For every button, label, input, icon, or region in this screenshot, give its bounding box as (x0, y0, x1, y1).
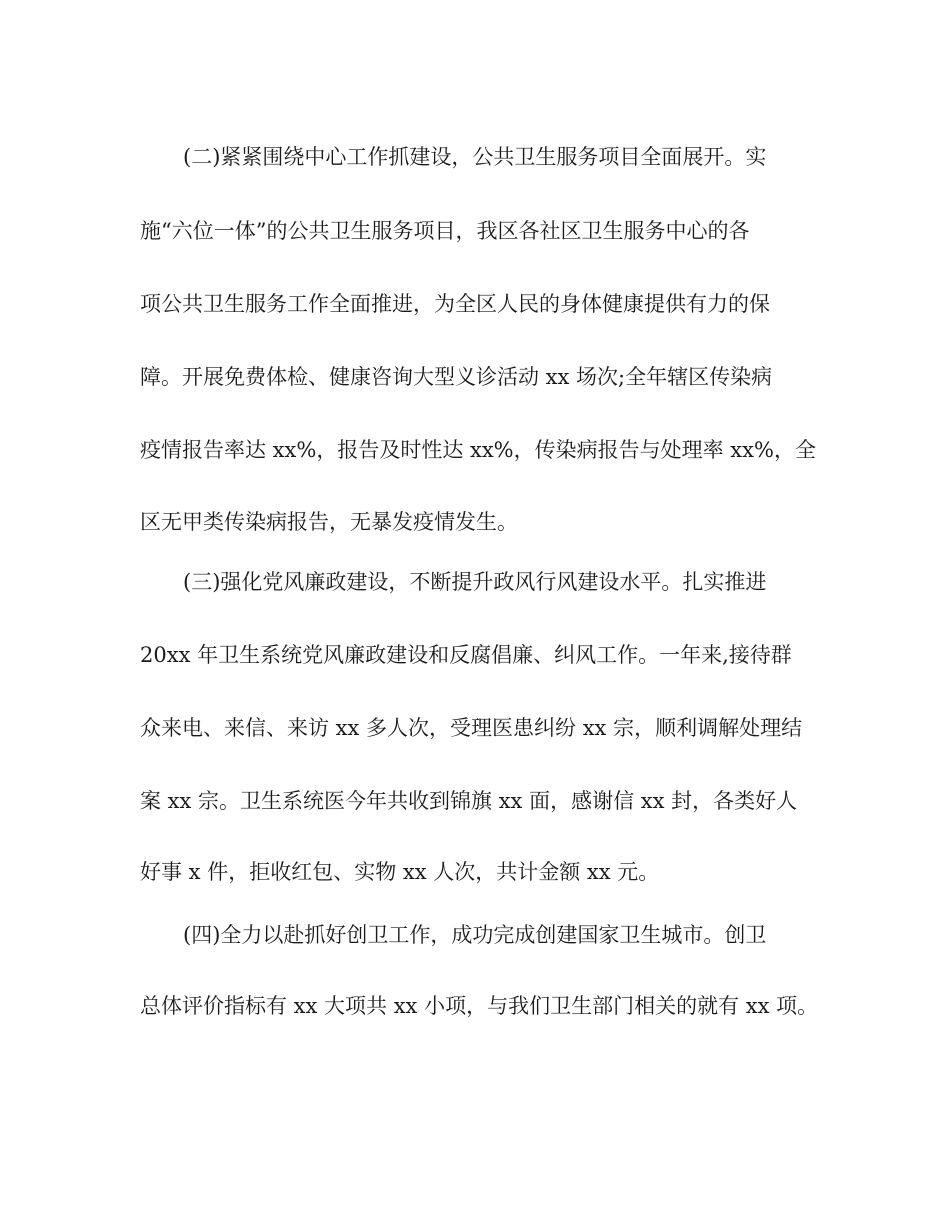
paragraph-2-line-4: 案 xx 宗。卫生系统医今年共收到锦旗 xx 面，感谢信 xx 封，各类好人 (140, 789, 798, 813)
paragraph-1-line-3: 项公共卫生服务工作全面推进，为全区人民的身体健康提供有力的保 (140, 292, 770, 316)
paragraph-2-line-3: 众来电、来信、来访 xx 多人次，受理医患纠纷 xx 宗，顺利调解处理结 (140, 716, 803, 740)
paragraph-1-line-5: 疫情报告率达 xx%，报告及时性达 xx%，传染病报告与处理率 xx%，全 (140, 438, 816, 462)
paragraph-2-line-5: 好事 x 件，拒收红包、实物 xx 人次，共计金额 xx 元。 (140, 860, 660, 884)
paragraph-1-line-6: 区无甲类传染病报告，无暴发疫情发生。 (140, 510, 518, 534)
paragraph-1-line-4: 障。开展免费体检、健康咨询大型义诊活动 xx 场次;全年辖区传染病 (140, 365, 773, 389)
paragraph-2-line-2: 20xx 年卫生系统党风廉政建设和反腐倡廉、纠风工作。一年来,接待群 (140, 643, 792, 667)
paragraph-1-line-1: (二)紧紧围绕中心工作抓建设，公共卫生服务项目全面展开。实 (183, 145, 767, 169)
paragraph-3-line-1: (四)全力以赴抓好创卫工作，成功完成创建国家卫生城市。创卫 (183, 923, 767, 947)
paragraph-2-line-1: (三)强化党风廉政建设，不断提升政风行风建设水平。扎实推进 (183, 570, 767, 594)
paragraph-1-line-2: 施“六位一体”的公共卫生服务项目，我区各社区卫生服务中心的各 (140, 219, 750, 243)
paragraph-3-line-2: 总体评价指标有 xx 大项共 xx 小项，与我们卫生部门相关的就有 xx 项。 (140, 994, 819, 1018)
